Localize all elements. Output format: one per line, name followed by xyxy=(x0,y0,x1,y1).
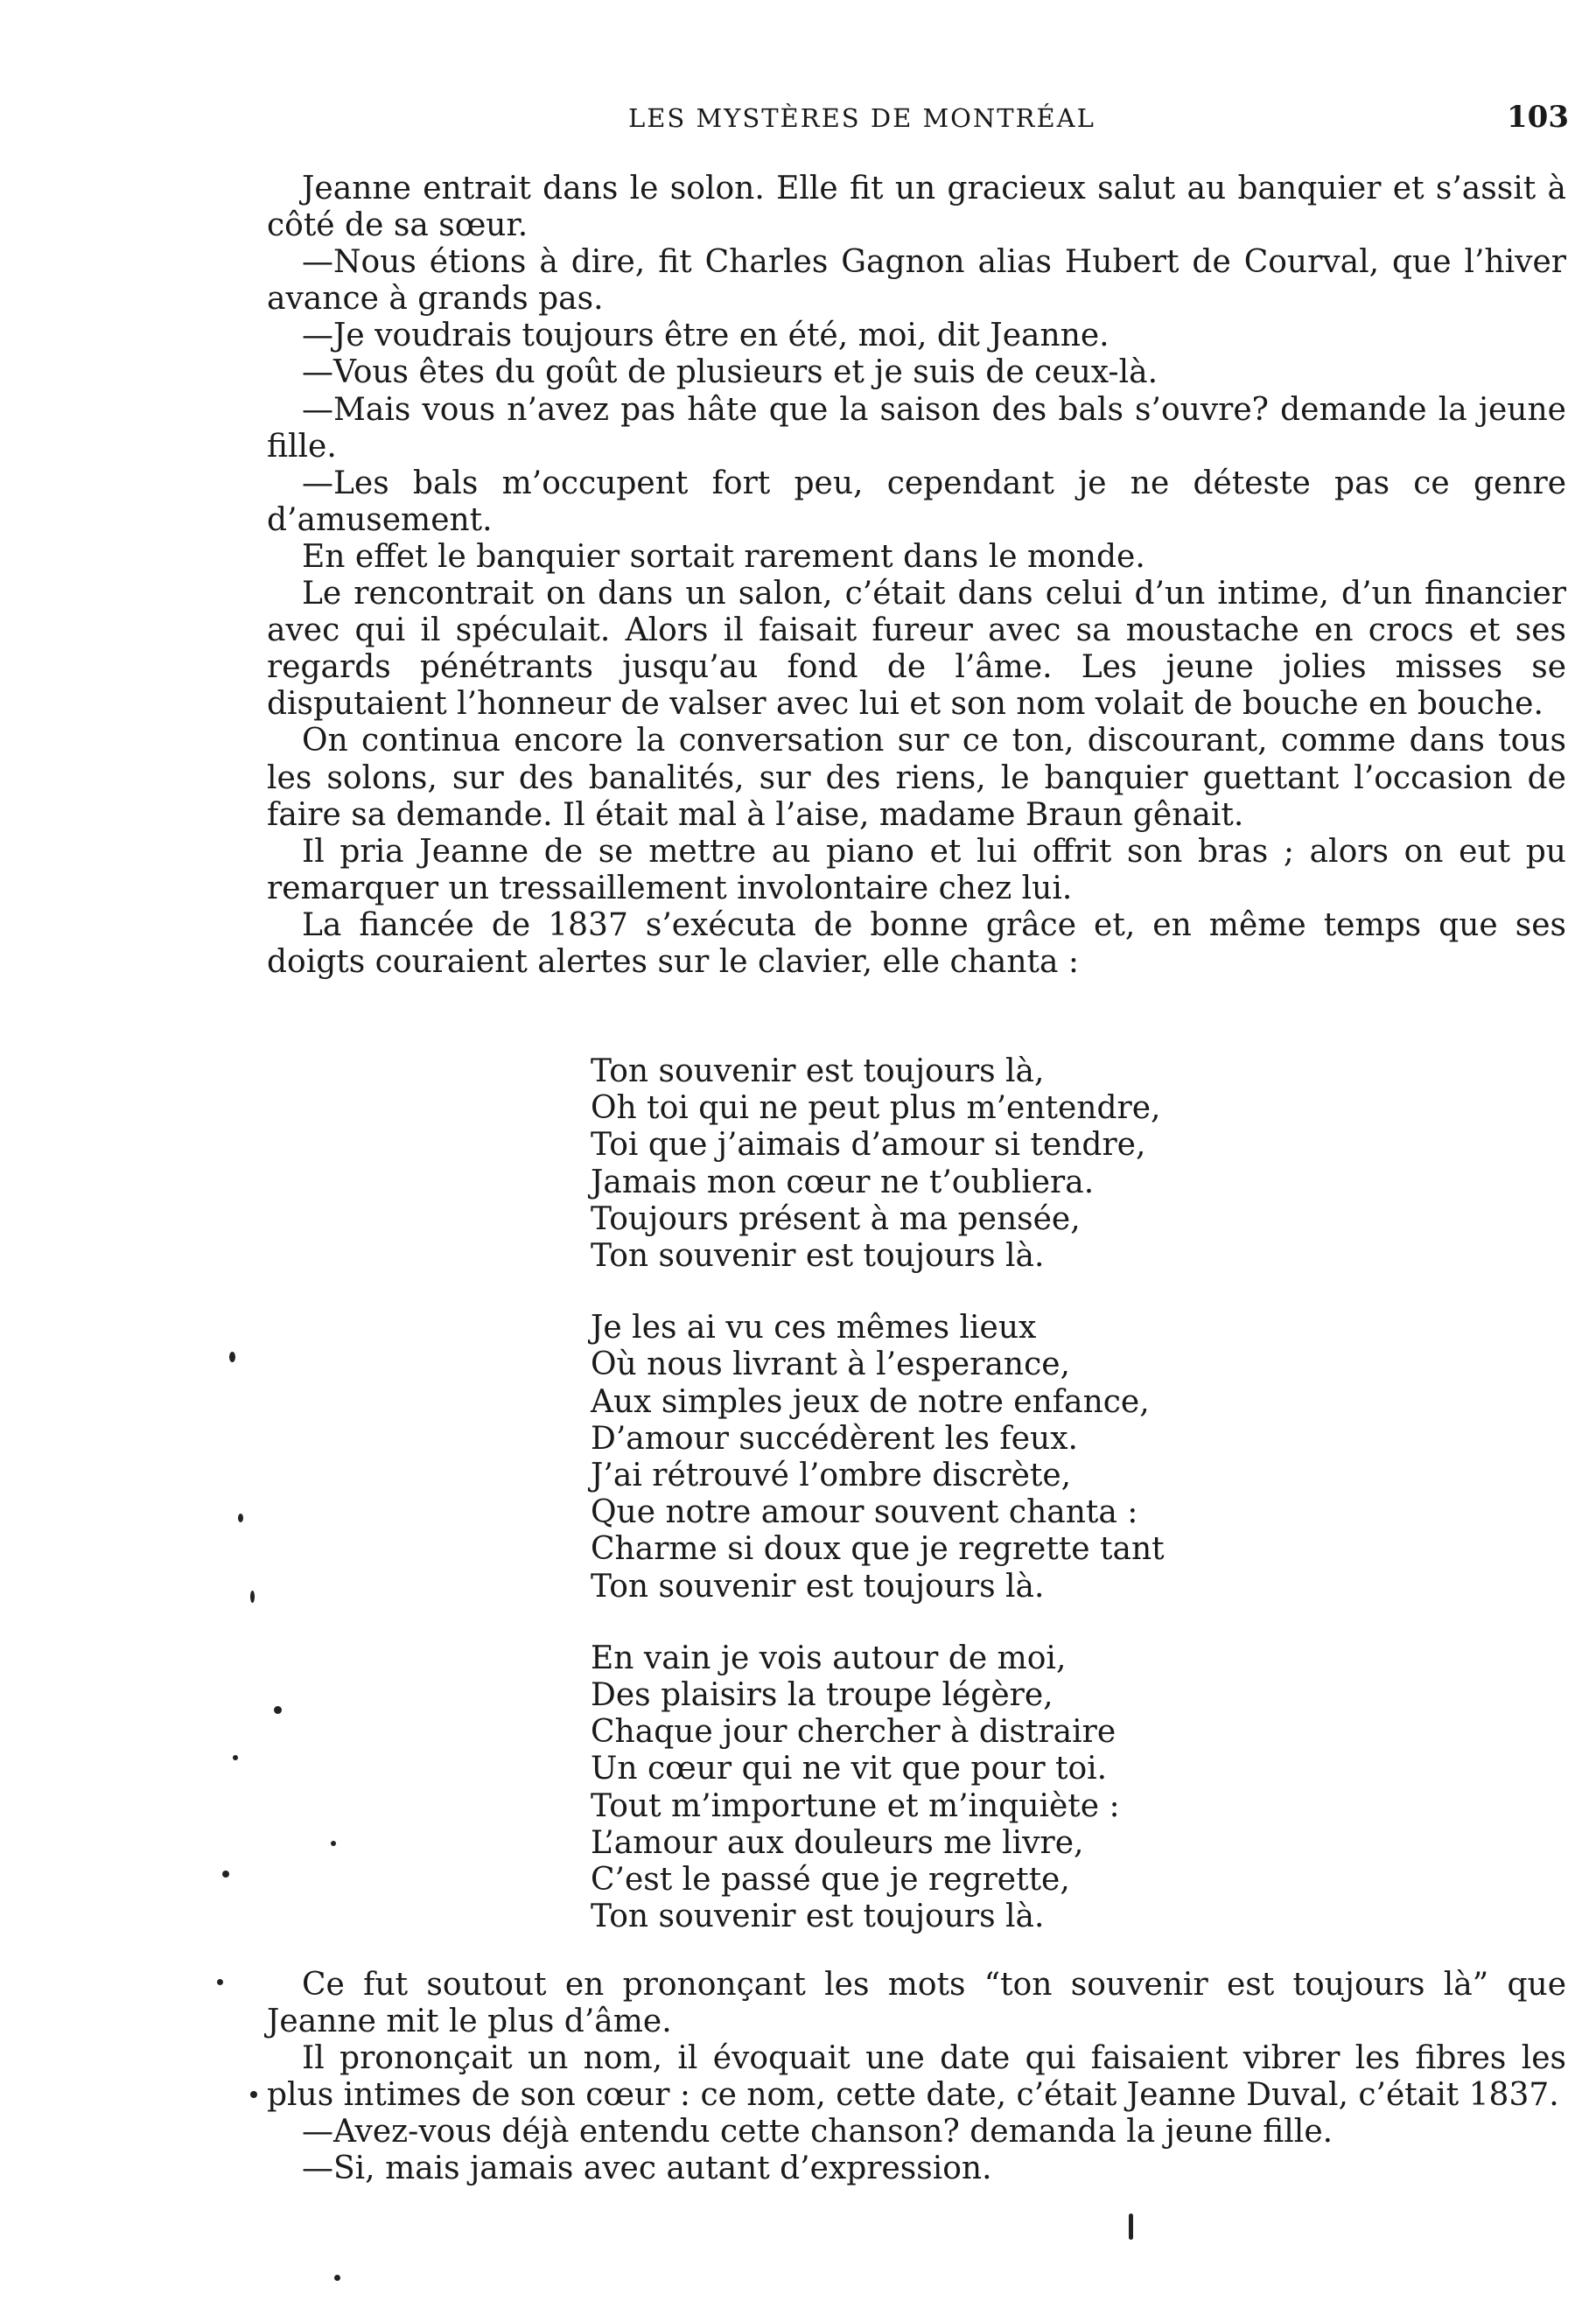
paragraph: —Si, mais jamais avec autant d’expression. xyxy=(302,2151,992,2187)
paragraph: Il pria Jeanne de se mettre au piano et lui offrit son bras ; alors on eut pu remarquer un tressaillement involontaire chez lui. xyxy=(267,833,1566,906)
poem-line: Que notre amour souvent chanta : xyxy=(591,1494,1138,1531)
poem-line: Oh toi qui ne peut plus m’entendre, xyxy=(591,1090,1161,1127)
poem-line: En vain je vois autour de moi, xyxy=(591,1640,1067,1676)
poem-line: Tout m’importune et m’inquiète : xyxy=(591,1787,1120,1824)
paragraph: Le rencontrait on dans un salon, c’était dans celui d’un intime, d’un financier avec qui il spéculait. Alors il faisait fureur avec sa moustache en crocs et ses regards pénétrants jusqu’au fond de l’âme. Les jeune jolies misses se disputaient l’honneur de valser avec lui et son nom volait de bouche en bouche. xyxy=(267,576,1566,723)
poem-line: Ton souvenir est toujours là, xyxy=(591,1053,1045,1089)
poem-line: Ton souvenir est toujours là. xyxy=(591,1238,1045,1275)
poem-line: Toujours présent à ma pensée, xyxy=(591,1200,1081,1237)
paragraph: —Vous êtes du goût de plusieurs et je suis de ceux-là. xyxy=(302,354,1158,391)
paragraph: Ce fut soutout en prononçant les mots “ton souvenir est toujours là” que Jeanne mit le plus d’âme. xyxy=(267,1967,1566,2040)
paragraph: —Avez-vous déjà entendu cette chanson? demanda la jeune fille. xyxy=(302,2114,1334,2151)
poem-stanza-1 xyxy=(591,1053,1291,1275)
ink-speck xyxy=(334,2275,340,2281)
paragraph: —Les bals m’occupent fort peu, cependant je ne déteste pas ce genre d’amusement. xyxy=(267,465,1566,538)
ink-speck xyxy=(238,1514,243,1522)
ink-speck xyxy=(229,1352,235,1362)
poem-line: Aux simples jeux de notre enfance, xyxy=(591,1383,1150,1420)
poem-line: J’ai rétrouvé l’ombre discrète, xyxy=(591,1458,1072,1494)
paragraph: Jeanne entrait dans le solon. Elle fit un gracieux salut au banquier et s’assit à côté de sa sœur. xyxy=(267,171,1566,244)
poem-line: C’est le passé que je regrette, xyxy=(591,1862,1070,1899)
ink-speck xyxy=(222,1871,229,1878)
poem-line: Jamais mon cœur ne t’oubliera. xyxy=(591,1164,1095,1200)
ink-speck xyxy=(217,1979,223,1985)
poem-line: D’amour succédèrent les feux. xyxy=(591,1420,1078,1457)
poem-line: Toi que j’aimais d’amour si tendre, xyxy=(591,1127,1146,1164)
paragraph: —Mais vous n’avez pas hâte que la saison des bals s’ouvre? demande la jeune fille. xyxy=(267,391,1566,465)
ink-speck xyxy=(250,1591,255,1603)
poem-line: Où nous livrant à l’esperance, xyxy=(591,1346,1070,1383)
poem-line: Ton souvenir est toujours là. xyxy=(591,1568,1045,1605)
ink-speck xyxy=(250,2091,257,2098)
paragraph: —Je voudrais toujours être en été, moi, dit Jeanne. xyxy=(302,318,1110,354)
page-header xyxy=(0,100,1596,147)
paragraph: La fiancée de 1837 s’exécuta de bonne grâce et, en même temps que ses doigts couraient alertes sur le clavier, elle chanta : xyxy=(267,906,1566,980)
ink-speck xyxy=(274,1706,282,1714)
poem-line: Des plaisirs la troupe légère, xyxy=(591,1677,1054,1714)
poem-line: Charme si doux que je regrette tant xyxy=(591,1531,1165,1568)
song-poem xyxy=(591,1053,1291,1935)
poem-line: Un cœur qui ne vit que pour toi. xyxy=(591,1751,1108,1787)
ink-speck xyxy=(233,1755,238,1760)
poem-line: L’amour aux douleurs me livre, xyxy=(591,1824,1084,1861)
poem-line: Chaque jour chercher à distraire xyxy=(591,1714,1116,1751)
poem-line: Ton souvenir est toujours là. xyxy=(591,1899,1045,1935)
paragraph: On continua encore la conversation sur ce ton, discourant, comme dans tous les solons, sur des banalités, sur des riens, le banquier guettant l’occasion de faire sa demande. Il était mal à l’aise, madame Braun gênait. xyxy=(267,723,1566,833)
body-text-after-poem xyxy=(267,1967,1566,2188)
ink-speck xyxy=(331,1841,336,1846)
poem-line: Je les ai vu ces mêmes lieux xyxy=(591,1310,1037,1346)
ink-speck xyxy=(1129,2214,1133,2240)
paragraph: Il prononçait un nom, il évoquait une date qui faisaient vibrer les fibres les plus intimes de son cœur : ce nom, cette date, c’était Jeanne Duval, c’était 1837. xyxy=(267,2040,1566,2114)
paragraph: —Nous étions à dire, fit Charles Gagnon alias Hubert de Courval, que l’hiver avance à grands pas. xyxy=(267,244,1566,318)
running-title: LES MYSTÈRES DE MONTRÉAL xyxy=(628,103,1096,133)
body-text-before-poem xyxy=(267,171,1566,981)
page-number: 103 xyxy=(1507,100,1569,135)
poem-stanza-3 xyxy=(591,1640,1291,1936)
paragraph: En effet le banquier sortait rarement dans le monde. xyxy=(302,538,1145,575)
poem-stanza-2 xyxy=(591,1310,1291,1605)
